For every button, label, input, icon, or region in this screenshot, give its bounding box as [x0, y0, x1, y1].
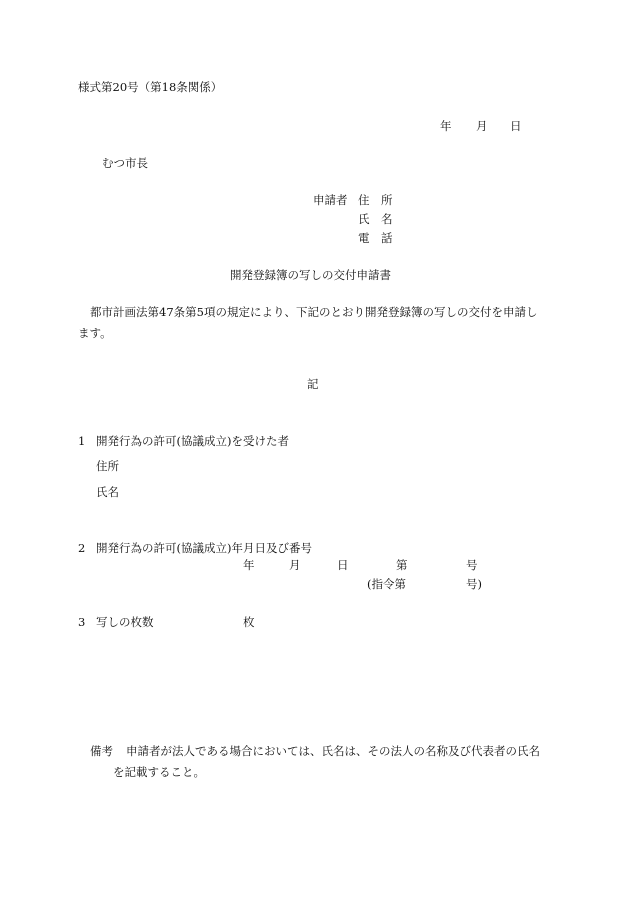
- item2-day-label: 日: [337, 558, 349, 572]
- date-month-label: 月: [476, 119, 488, 133]
- remarks-line2: を記載すること。: [113, 765, 205, 779]
- body-text: 都市計画法第47条第5項の規定により、下記のとおり開発登録簿の写しの交付を申請します。: [78, 305, 538, 341]
- item1-number: 1: [78, 434, 86, 448]
- item1-address-label: 住所: [96, 459, 119, 473]
- document-title: 開発登録簿の写しの交付申請書: [230, 268, 391, 282]
- item3-unit: 枚: [243, 615, 255, 629]
- item3-label: 写しの枚数: [96, 615, 154, 629]
- record-heading: 記: [307, 377, 319, 391]
- applicant-name-label: 氏 名: [358, 212, 393, 226]
- item1-name-label: 氏名: [96, 485, 119, 499]
- date-day-label: 日: [510, 119, 522, 133]
- applicant-address-label: 住 所: [358, 193, 393, 207]
- remarks-line1: 申請者が法人である場合においては、氏名は、その法人の名称及び代表者の氏名: [126, 744, 540, 758]
- applicant-heading: 申請者: [313, 193, 348, 207]
- form-number: 様式第20号（第18条関係）: [78, 80, 223, 94]
- item2-shirei-close: 号): [466, 577, 482, 591]
- item2-go-label: 号: [466, 558, 478, 572]
- applicant-phone-label: 電 話: [358, 231, 393, 245]
- item2-shirei-open: (指令第: [367, 577, 406, 591]
- addressee: むつ市長: [102, 156, 148, 170]
- item2-number: 2: [78, 541, 86, 555]
- item2-year-label: 年: [243, 558, 255, 572]
- item3-number: 3: [78, 615, 86, 629]
- item2-dai-label: 第: [396, 558, 408, 572]
- item2-month-label: 月: [289, 558, 301, 572]
- remarks-label: 備考: [90, 744, 113, 758]
- date-year-label: 年: [440, 119, 452, 133]
- item2-label: 開発行為の許可(協議成立)年月日及び番号: [96, 541, 312, 555]
- item1-label: 開発行為の許可(協議成立)を受けた者: [96, 434, 289, 448]
